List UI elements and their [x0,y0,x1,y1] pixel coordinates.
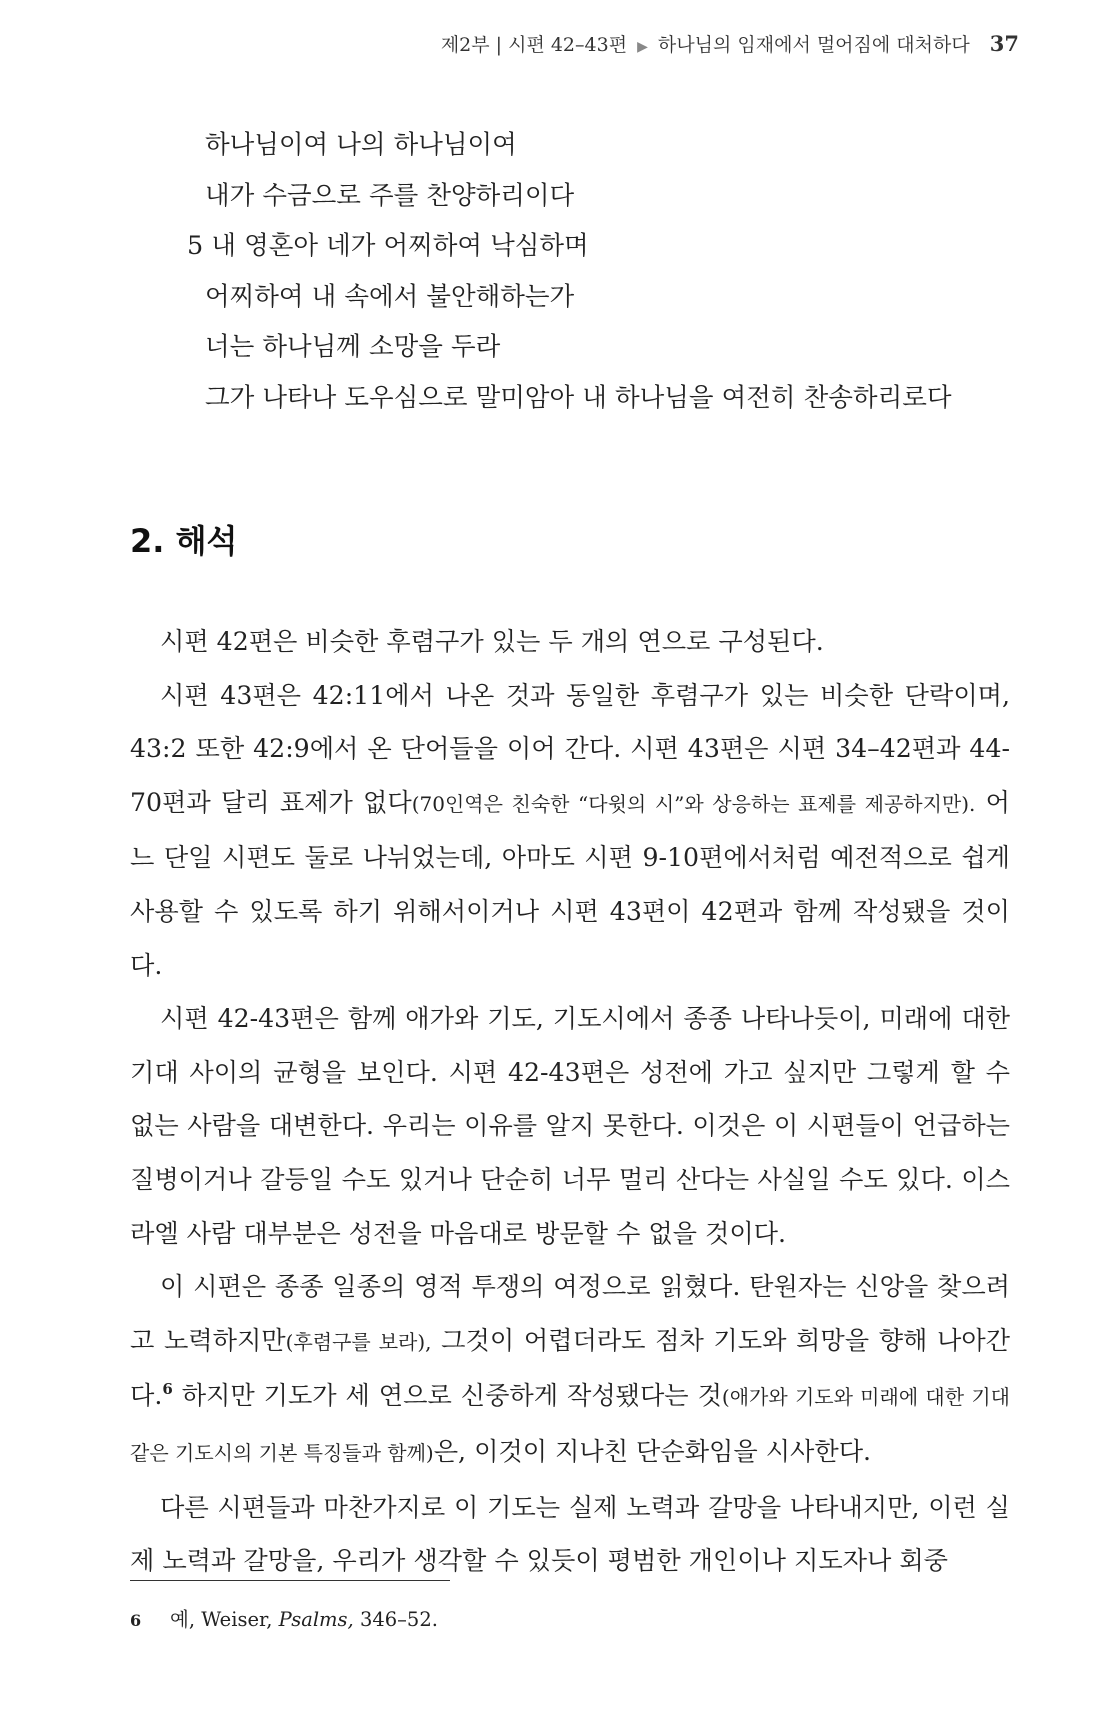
parenthetical-note: (후렴구를 보라), [285,1329,432,1354]
verse-line: 하나님이여 나의 하나님이여 [205,130,517,160]
paragraph-text: 시편 43편은 42:11에서 나온 것과 동일한 후렴구가 있는 비슷한 단락이며, 43:2 또한 42:9에서 온 단어들을 이어 간다. 시편 43편은 시편 34–42편과 44-70편과 달리 표제가 없다 [130,680,1010,817]
parenthetical-note: (애가와 기도와 미래에 대한 기대 같은 기도시의 기본 특징들과 함께) [130,1385,1010,1465]
body-text [130,615,1010,1588]
paragraph [130,669,1010,993]
footnote-book-title: Psalms, [278,1608,354,1631]
paragraph: 다른 시편들과 마찬가지로 이 기도는 실제 노력과 갈망을 나타내지만, 이런 실제 노력과 갈망을, 우리가 생각할 수 있듯이 평범한 개인이나 지도자나 회중 [130,1492,1010,1576]
section-heading: 2. 해석 [130,522,238,560]
footnote-number: 6 [130,1611,142,1630]
page-number: 37 [989,31,1019,56]
footnote-pages: 346–52. [353,1608,438,1631]
verse-line: 5 내 영혼아 네가 어찌하여 낙심하며 [187,231,589,261]
verse-line: 너는 하나님께 소망을 두라 [205,332,501,362]
scripture-quote [187,120,1025,423]
right-triangle-icon: ▶ [637,39,648,55]
verse-line: 내가 수금으로 주를 찬양하리이다 [205,180,575,211]
parenthetical-note: (70인역은 친숙한 “다윗의 시”와 상응하는 표제를 제공하지만). [411,791,976,816]
paragraph-text: 하지만 기도가 세 연으로 신중하게 작성됐다는 것 [172,1381,722,1411]
footnote-divider [130,1580,450,1581]
running-head [441,30,1019,57]
paragraph [130,1260,1010,1480]
running-title-chapter: 하나님의 임재에서 멀어짐에 대처하다 [657,34,970,56]
paragraph-text: 은, 이것이 지나친 단순화임을 시사한다. [433,1436,872,1466]
running-title-part: 제2부 | 시편 42–43편 [440,34,628,56]
paragraph: 시편 42-43편은 함께 애가와 기도, 기도시에서 종종 나타나듯이, 미래에 대한 기대 사이의 균형을 보인다. 시편 42-43편은 성전에 가고 싶지만 그렇게 할 수 없는 사람을 대변한다. 우리는 이유를 알지 못한다. 이것은 이 시편들이 언급하는 질병이거나 갈등일 수도 있거나 단순히 너무 멀리 산다는 사실일 수도 있다. 이스라엘 사람 대부분은 성전을 마음대로 방문할 수 없을 것이다. [130,1004,1010,1248]
paragraph-text: 어느 단일 시편도 둘로 나뉘었는데, 아마도 시편 9-10편에서처럼 예전적으로 쉽게 사용할 수 있도록 하기 위해서이거나 시편 43편이 42편과 함께 작성됐을 것이다. [130,787,1010,980]
paragraph: 시편 42편은 비슷한 후렴구가 있는 두 개의 연으로 구성된다. [160,627,824,656]
footnote [130,1604,438,1632]
footnote-reference[interactable]: 6 [162,1380,173,1399]
paragraph-text: 이 시편은 종종 일종의 영적 투쟁의 여정으로 읽혔다. 탄원자는 신앙을 찾으려고 노력하지만 [130,1272,1010,1355]
paragraph-text: 그것이 어렵더라도 점차 기도와 희망을 향해 나아간다. [130,1325,1011,1411]
verse-line: 그가 나타나 도우심으로 말미암아 내 하나님을 여전히 찬송하리로다 [205,382,952,413]
verse-line: 어찌하여 내 속에서 불안해하는가 [205,281,575,312]
footnote-text: 예, Weiser, [170,1608,279,1631]
